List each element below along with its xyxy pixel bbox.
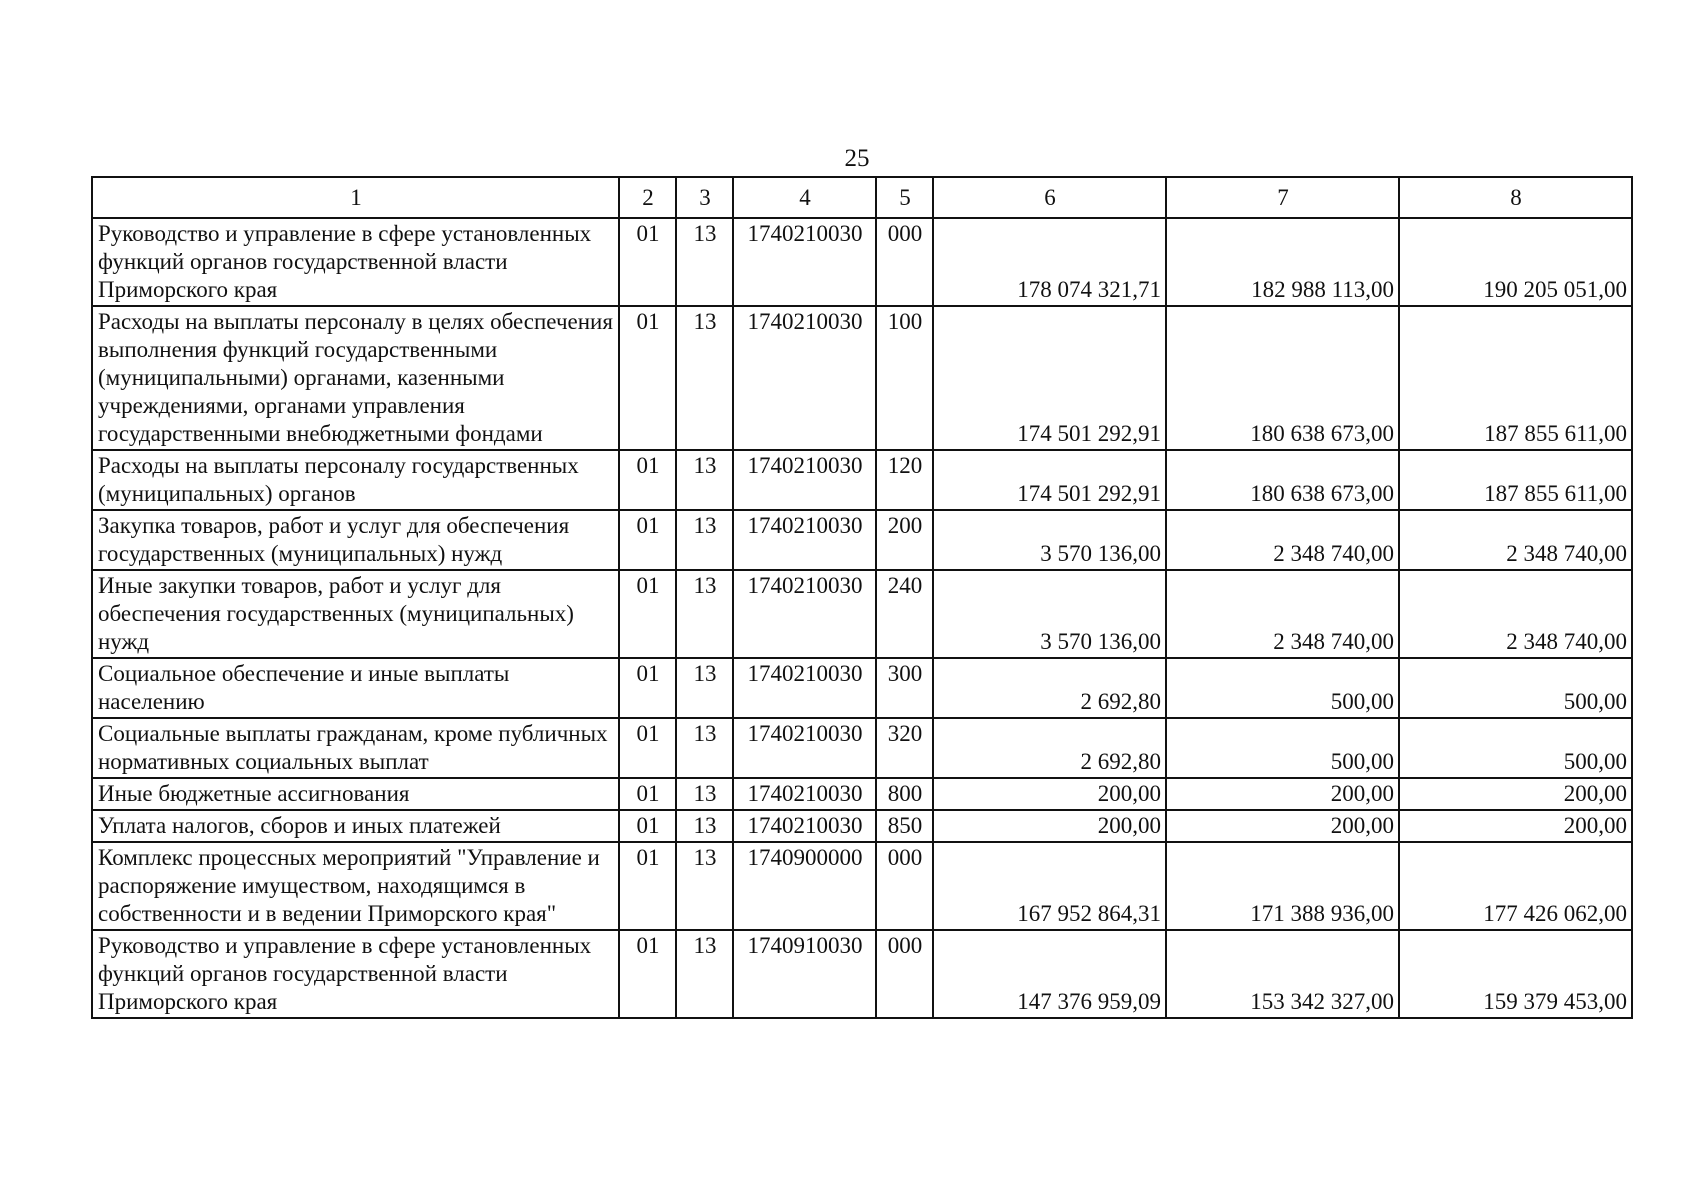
section-code-cell: 01	[619, 570, 676, 658]
subsection-code-cell: 13	[676, 306, 733, 450]
target-article-code-cell: 1740900000	[733, 842, 876, 930]
subsection-code-cell: 13	[676, 778, 733, 810]
subsection-code-cell: 13	[676, 658, 733, 718]
expense-type-code-cell: 120	[876, 450, 933, 510]
section-code-cell: 01	[619, 218, 676, 306]
table-row	[92, 658, 1632, 718]
table-row	[92, 570, 1632, 658]
expense-name-cell: Иные бюджетные ассигнования	[92, 778, 619, 810]
column-number-header-row	[92, 177, 1632, 218]
amount-year2-cell: 2 348 740,00	[1166, 510, 1399, 570]
expense-name-cell: Иные закупки товаров, работ и услуг для обеспечения государственных (муниципальных) нужд	[92, 570, 619, 658]
target-article-code-cell: 1740910030	[733, 930, 876, 1018]
amount-year3-cell: 187 855 611,00	[1399, 450, 1632, 510]
column-header: 6	[933, 177, 1166, 218]
table-row	[92, 930, 1632, 1018]
amount-year2-cell: 200,00	[1166, 778, 1399, 810]
table-row	[92, 450, 1632, 510]
amount-year2-cell: 171 388 936,00	[1166, 842, 1399, 930]
column-header: 8	[1399, 177, 1632, 218]
target-article-code-cell: 1740210030	[733, 718, 876, 778]
table-row	[92, 218, 1632, 306]
column-header: 3	[676, 177, 733, 218]
section-code-cell: 01	[619, 510, 676, 570]
expense-type-code-cell: 000	[876, 842, 933, 930]
section-code-cell: 01	[619, 450, 676, 510]
expense-name-cell: Закупка товаров, работ и услуг для обеспечения государственных (муниципальных) нужд	[92, 510, 619, 570]
amount-year2-cell: 180 638 673,00	[1166, 450, 1399, 510]
expense-name-cell: Уплата налогов, сборов и иных платежей	[92, 810, 619, 842]
expense-type-code-cell: 000	[876, 930, 933, 1018]
expense-name-cell: Социальные выплаты гражданам, кроме публичных нормативных социальных выплат	[92, 718, 619, 778]
expense-type-code-cell: 200	[876, 510, 933, 570]
subsection-code-cell: 13	[676, 218, 733, 306]
expense-type-code-cell: 800	[876, 778, 933, 810]
amount-year1-cell: 174 501 292,91	[933, 450, 1166, 510]
section-code-cell: 01	[619, 658, 676, 718]
target-article-code-cell: 1740210030	[733, 218, 876, 306]
amount-year3-cell: 500,00	[1399, 658, 1632, 718]
expense-type-code-cell: 100	[876, 306, 933, 450]
amount-year1-cell: 2 692,80	[933, 718, 1166, 778]
section-code-cell: 01	[619, 306, 676, 450]
table-row	[92, 306, 1632, 450]
amount-year1-cell: 174 501 292,91	[933, 306, 1166, 450]
amount-year3-cell: 190 205 051,00	[1399, 218, 1632, 306]
target-article-code-cell: 1740210030	[733, 510, 876, 570]
amount-year1-cell: 2 692,80	[933, 658, 1166, 718]
amount-year1-cell: 3 570 136,00	[933, 570, 1166, 658]
section-code-cell: 01	[619, 810, 676, 842]
amount-year1-cell: 147 376 959,09	[933, 930, 1166, 1018]
expense-name-cell: Руководство и управление в сфере установленных функций органов государственной власти Приморского края	[92, 930, 619, 1018]
subsection-code-cell: 13	[676, 810, 733, 842]
target-article-code-cell: 1740210030	[733, 306, 876, 450]
subsection-code-cell: 13	[676, 570, 733, 658]
expense-type-code-cell: 320	[876, 718, 933, 778]
target-article-code-cell: 1740210030	[733, 810, 876, 842]
expense-name-cell: Расходы на выплаты персоналу в целях обеспечения выполнения функций государственными (муниципальными) органами, казенными учреждениями, органами управления государственными внебюджетными фондами	[92, 306, 619, 450]
amount-year1-cell: 3 570 136,00	[933, 510, 1166, 570]
amount-year3-cell: 187 855 611,00	[1399, 306, 1632, 450]
amount-year1-cell: 200,00	[933, 778, 1166, 810]
expense-name-cell: Расходы на выплаты персоналу государственных (муниципальных) органов	[92, 450, 619, 510]
expense-name-cell: Комплекс процессных мероприятий "Управление и распоряжение имуществом, находящимся в собственности и в ведении Приморского края"	[92, 842, 619, 930]
amount-year2-cell: 180 638 673,00	[1166, 306, 1399, 450]
section-code-cell: 01	[619, 778, 676, 810]
subsection-code-cell: 13	[676, 510, 733, 570]
target-article-code-cell: 1740210030	[733, 570, 876, 658]
budget-table	[91, 176, 1633, 1019]
column-header: 7	[1166, 177, 1399, 218]
subsection-code-cell: 13	[676, 718, 733, 778]
amount-year1-cell: 167 952 864,31	[933, 842, 1166, 930]
table-row	[92, 778, 1632, 810]
amount-year1-cell: 200,00	[933, 810, 1166, 842]
amount-year3-cell: 2 348 740,00	[1399, 510, 1632, 570]
table-row	[92, 510, 1632, 570]
amount-year1-cell: 178 074 321,71	[933, 218, 1166, 306]
target-article-code-cell: 1740210030	[733, 778, 876, 810]
amount-year3-cell: 200,00	[1399, 778, 1632, 810]
column-header: 4	[733, 177, 876, 218]
amount-year3-cell: 200,00	[1399, 810, 1632, 842]
expense-type-code-cell: 240	[876, 570, 933, 658]
amount-year3-cell: 159 379 453,00	[1399, 930, 1632, 1018]
table-row	[92, 842, 1632, 930]
expense-type-code-cell: 850	[876, 810, 933, 842]
amount-year2-cell: 500,00	[1166, 718, 1399, 778]
expense-type-code-cell: 300	[876, 658, 933, 718]
target-article-code-cell: 1740210030	[733, 450, 876, 510]
column-header: 2	[619, 177, 676, 218]
expense-type-code-cell: 000	[876, 218, 933, 306]
amount-year2-cell: 500,00	[1166, 658, 1399, 718]
column-header: 1	[92, 177, 619, 218]
amount-year3-cell: 177 426 062,00	[1399, 842, 1632, 930]
table-row	[92, 718, 1632, 778]
amount-year2-cell: 182 988 113,00	[1166, 218, 1399, 306]
subsection-code-cell: 13	[676, 450, 733, 510]
expense-name-cell: Социальное обеспечение и иные выплаты населению	[92, 658, 619, 718]
amount-year3-cell: 2 348 740,00	[1399, 570, 1632, 658]
subsection-code-cell: 13	[676, 930, 733, 1018]
expense-name-cell: Руководство и управление в сфере установленных функций органов государственной власти Приморского края	[92, 218, 619, 306]
table-row	[92, 810, 1632, 842]
section-code-cell: 01	[619, 718, 676, 778]
amount-year2-cell: 153 342 327,00	[1166, 930, 1399, 1018]
amount-year2-cell: 2 348 740,00	[1166, 570, 1399, 658]
section-code-cell: 01	[619, 842, 676, 930]
amount-year3-cell: 500,00	[1399, 718, 1632, 778]
amount-year2-cell: 200,00	[1166, 810, 1399, 842]
subsection-code-cell: 13	[676, 842, 733, 930]
column-header: 5	[876, 177, 933, 218]
target-article-code-cell: 1740210030	[733, 658, 876, 718]
page-number: 25	[844, 145, 870, 172]
section-code-cell: 01	[619, 930, 676, 1018]
